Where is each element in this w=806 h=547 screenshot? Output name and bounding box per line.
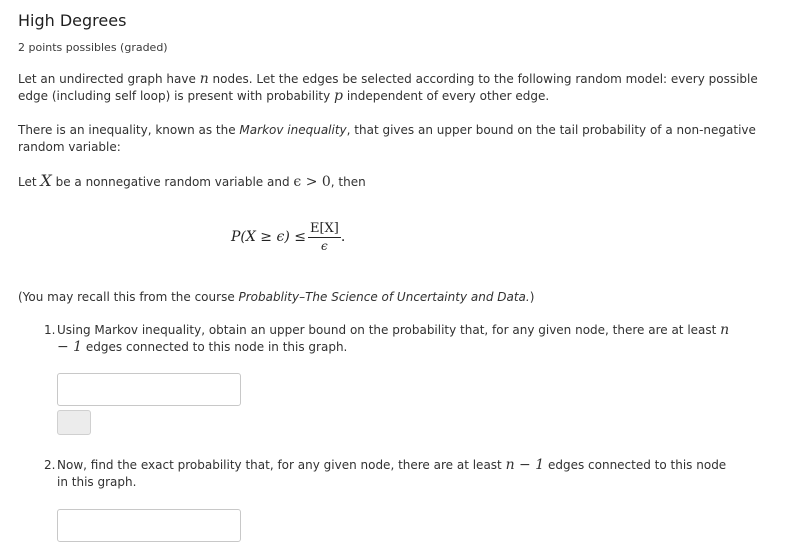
question-1-text: Using Markov inequality, obtain an upper bound on the probability that, for any given node, there are at least n − 1 edges connected to this node in this graph. xyxy=(57,322,730,355)
question-1-submit-button[interactable] xyxy=(57,410,91,435)
question-1: 1. Using Markov inequality, obtain an upper bound on the probability that, for any given node, there are at least n − 1 edges connected to this node in this graph. xyxy=(44,322,744,358)
intro-paragraph-2: There is an inequality, known as the Markov inequality, that gives an upper bound on the tail probability of a non-negative random variable: xyxy=(18,123,756,154)
question-2: 2. Now, find the exact probability that, for any given node, there are at least n − 1 edges connected to this node in this graph. xyxy=(44,457,744,493)
intro-paragraph-3: Let X be a nonnegative random variable and ϵ > 0, then xyxy=(18,171,366,190)
recall-note: (You may recall this from the course Probablity–The Science of Uncertainty and Data.) xyxy=(18,290,535,304)
markov-fraction: $\frac{E[X]}{\epsilon}$ xyxy=(309,221,339,253)
problem-title: High Degrees xyxy=(18,11,127,30)
problem-points: 2 points possibles (graded) xyxy=(18,41,168,54)
question-2-text: Now, find the exact probability that, for any given node, there are at least n − 1 edges connected to this node in this graph. xyxy=(57,457,727,489)
intro-paragraph-1: Let an undirected graph have n nodes. Let the edges be selected according to the following random model: every possible edge (including self loop) is present with probability p independent of every other edge. xyxy=(18,71,758,104)
markov-formula: P(X ≥ ϵ) ≤ $\frac{E[X]}{\epsilon}$ . xyxy=(231,221,346,253)
question-1-answer-input[interactable] xyxy=(57,373,241,406)
question-2-answer-input[interactable] xyxy=(57,509,241,542)
